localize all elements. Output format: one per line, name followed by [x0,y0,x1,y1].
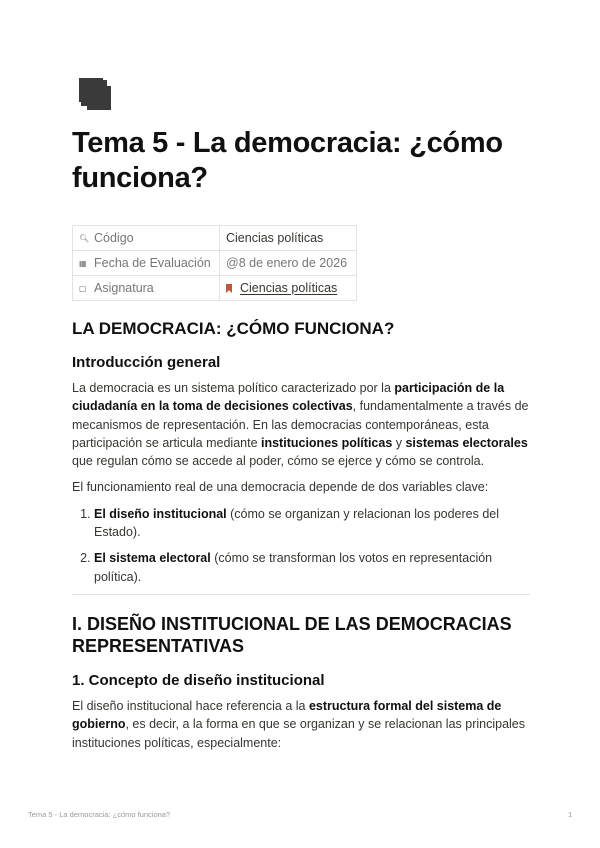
property-row [73,251,357,276]
property-row [73,226,357,251]
section-heading: I. DISEÑO INSTITUCIONAL DE LAS DEMOCRACIAS REPRESENTATIVAS [72,613,512,656]
property-row [73,276,357,301]
document-body [72,318,530,760]
intro-heading: Introducción general [72,354,221,371]
divider [72,594,530,595]
section-paragraph: El diseño institucional hace referencia a la estructura formal del sistema de gobierno, es decir, a la forma en que se organizan y se relacionan las principales instituciones políticas, especialmente: [72,698,525,750]
calendar-icon: ▦ [79,259,87,268]
property-value-link[interactable] [220,276,357,301]
main-heading: LA DEMOCRACIA: ¿CÓMO FUNCIONA? [72,319,395,338]
list-item: 2. El sistema electoral (cómo se transforman los votos en representación política). [94,549,530,586]
property-key: ▦ Fecha de Evaluación [73,251,220,276]
folder-icon: ▢ [79,284,87,293]
subject-link[interactable]: Ciencias políticas [240,281,338,295]
intro-paragraph-2: El funcionamiento real de una democracia depende de dos variables clave: [72,480,489,495]
list-item: 1. El diseño institucional (cómo se organizan y relacionan los poderes del Estado). [94,505,530,542]
page-number: 1 [568,810,573,819]
intro-paragraph: La democracia es un sistema político caracterizado por la participación de la ciudadanía en la toma de decisiones colectivas, fundamentalmente a través de mecanismos de representación. En las democracias contemporáneas, esta participación se articula mediante instituciones políticas y sistemas electorales que regulan cómo se accede al poder, cómo se ejerce y cómo se controla. [72,381,529,469]
footer-title: Tema 5 - La democracia: ¿cómo funciona? [28,810,171,819]
properties-table [72,225,357,301]
search-icon: 🔍︎ [79,234,90,243]
numbered-list [72,505,530,586]
page-title: Tema 5 - La democracia: ¿cómo funciona? [72,127,503,194]
document-icon [79,78,111,110]
property-key: ▢ Asignatura [73,276,220,301]
property-value-date[interactable]: @8 de enero de 2026 [220,251,357,276]
sub-heading: 1. Concepto de diseño institucional [72,671,325,689]
property-key: 🔍︎ Código [73,226,220,251]
bookmark-icon [226,284,232,293]
property-value[interactable]: Ciencias políticas [220,226,357,251]
